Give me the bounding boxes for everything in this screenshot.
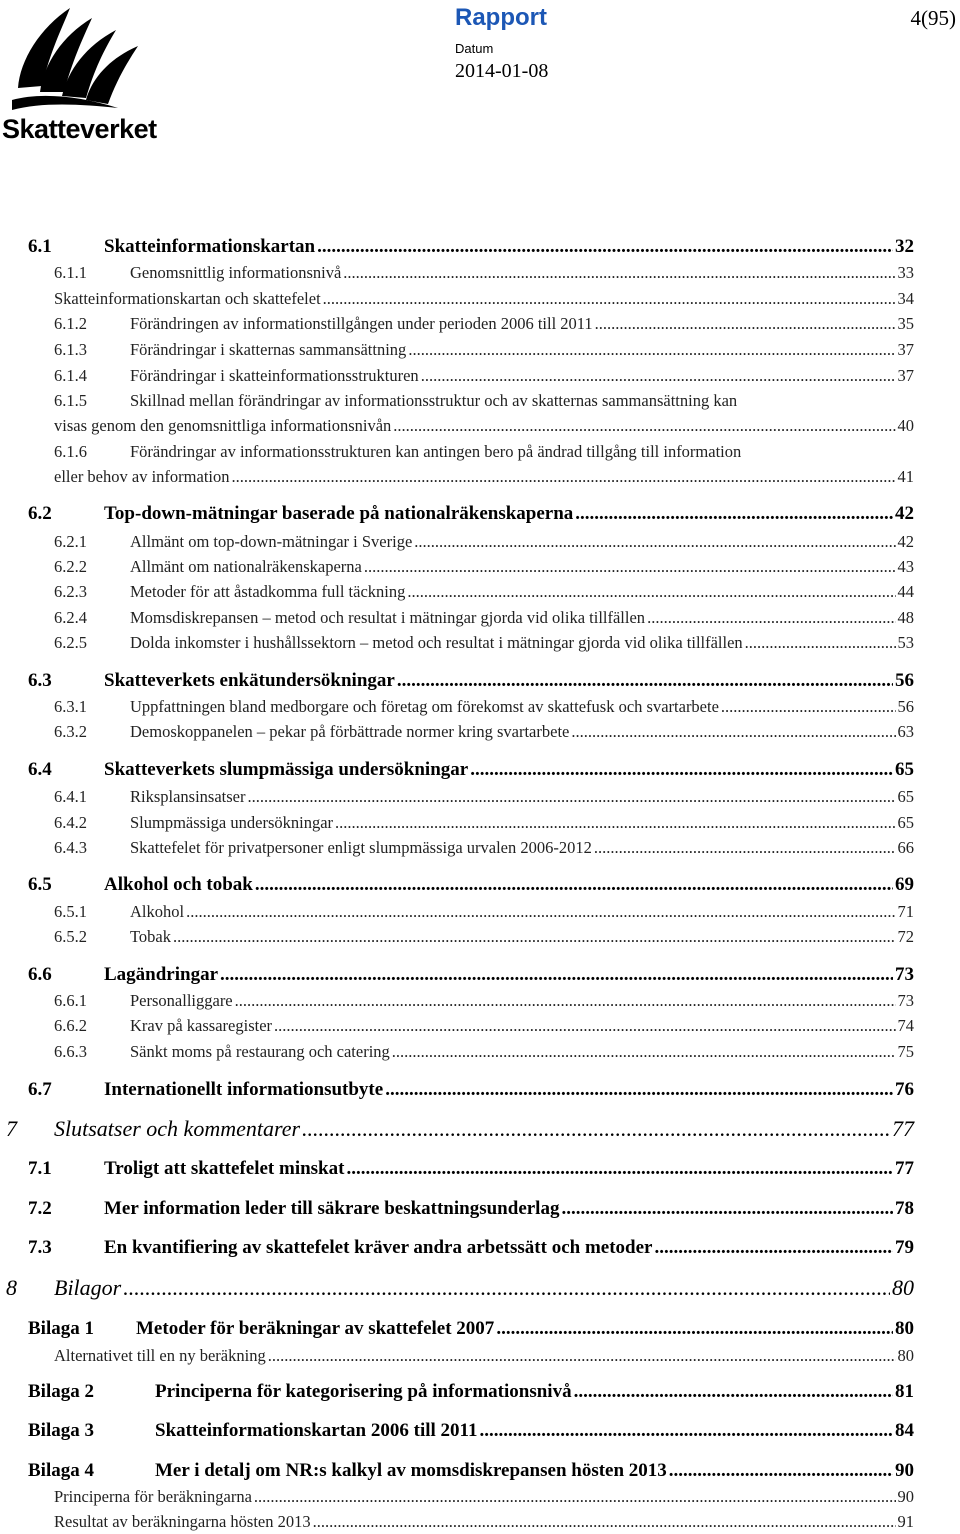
toc-title: Förändringar i skatteinformationsstrukturen [130,366,419,385]
toc-title: Slutsatser och kommentarer [54,1116,301,1141]
toc-page: 53 [897,633,914,652]
leader-dots [235,991,896,1011]
toc-number: 6.6.3 [54,1042,87,1061]
leader-dots [173,927,895,947]
toc-number: 6.5.2 [54,927,87,946]
toc-entry[interactable] [54,1346,914,1366]
toc-page: 43 [897,557,914,576]
leader-dots [574,1381,893,1403]
leader-dots [408,340,895,360]
toc-appendix[interactable] [28,1381,914,1403]
toc-page: 73 [895,964,914,985]
toc-page: 72 [897,927,914,946]
toc-page: 35 [897,314,914,333]
toc-entry[interactable] [54,633,914,653]
leader-dots [393,416,895,436]
toc-title-cont: visas genom den genomsnittliga informationsnivån [54,416,392,435]
toc-entry[interactable] [54,813,914,833]
toc-title: Alternativet till en ny beräkning [54,1346,266,1365]
leader-dots [248,787,896,807]
toc-number: 6.5 [28,874,52,895]
leader-dots [274,1016,895,1036]
toc-title: Skatteinformationskartan och skattefelet [54,289,321,308]
toc-page: 76 [895,1079,914,1100]
toc-title: Demoskoppanelen – pekar på förbättrade normer kring svartarbete [130,722,570,741]
toc-number: 7.2 [28,1198,52,1219]
toc-number: 6.1.4 [54,366,87,385]
toc-title-cont: eller behov av information [54,467,230,486]
toc-entry-line1[interactable] [54,391,737,411]
toc-chapter[interactable] [6,1116,914,1142]
leader-dots [421,366,896,386]
toc-entry[interactable] [28,1079,914,1101]
toc-entry[interactable] [28,874,914,896]
toc-entry[interactable] [54,838,914,858]
toc-entry[interactable] [54,697,914,717]
toc-entry[interactable] [54,532,914,552]
toc-page: 65 [895,759,914,780]
toc-number: 8 [6,1275,17,1300]
toc-page: 66 [897,838,914,857]
leader-dots [220,964,893,986]
toc-entry[interactable] [28,503,914,525]
toc-title: Principerna för kategorisering på informationsnivå [155,1381,572,1402]
leader-dots [364,557,896,577]
leader-dots [323,289,896,309]
toc-page: 77 [895,1158,914,1179]
toc-appendix[interactable] [28,1460,914,1482]
toc-title: Metoder för beräkningar av skattefelet 2007 [136,1318,495,1339]
toc-title: En kvantifiering av skattefelet kräver andra arbetssätt och metoder [104,1237,653,1258]
toc-title: Top-down-mätningar baserade på nationalräkenskaperna [104,503,574,524]
leader-dots [721,697,896,717]
toc-entry[interactable] [54,263,914,283]
toc-entry[interactable] [28,1158,914,1180]
toc-page: 32 [895,236,914,257]
toc-entry[interactable] [54,582,914,602]
toc-entry[interactable] [54,1512,914,1532]
toc-title: Internationellt informationsutbyte [104,1079,384,1100]
toc-page: 80 [895,1318,914,1339]
toc-title: Personalliggare [130,991,233,1010]
toc-entry[interactable] [54,1487,914,1507]
toc-title: Förändringar av informationsstrukturen kan antingen bero på ändrad tillgång till information [130,442,742,461]
toc-title: Lagändringar [104,964,219,985]
toc-title: Tobak [130,927,172,946]
toc-page: 65 [897,787,914,806]
toc-entry-line2[interactable] [54,416,914,436]
toc-title: Förändringar i skatternas sammansättning [130,340,407,359]
toc-title: Metoder för att åstadkomma full täckning [130,582,406,601]
toc-number: 6.2.2 [54,557,87,576]
leader-dots [255,874,893,896]
toc-title: Alkohol och tobak [104,874,253,895]
toc-entry-line1[interactable] [54,442,741,462]
leader-dots [186,902,895,922]
toc-page: 90 [897,1487,914,1506]
toc-number: 6.1 [28,236,52,257]
toc-number: 6.2.5 [54,633,87,652]
toc-title: Resultat av beräkningarna hösten 2013 [54,1512,311,1531]
toc-title: Skatteverkets slumpmässiga undersökningar [104,759,469,780]
toc-page: 34 [897,289,914,308]
toc-entry[interactable] [54,991,914,1011]
report-date: 2014-01-08 [455,60,549,82]
leader-dots [335,813,895,833]
toc-title: Mer information leder till säkrare beskattningsunderlag [104,1198,560,1219]
toc-number: 6.6 [28,964,52,985]
leader-dots [496,1318,893,1340]
toc-entry[interactable] [54,1016,914,1036]
toc-page: 56 [897,697,914,716]
toc-entry[interactable] [54,1042,914,1062]
leader-dots [123,1275,890,1301]
toc-number: 6.5.1 [54,902,87,921]
toc-page: 79 [895,1237,914,1258]
toc-number: 6.1.3 [54,340,87,359]
toc-number: Bilaga 2 [28,1381,94,1402]
toc-page: 84 [895,1420,914,1441]
toc-number: 6.3 [28,670,52,691]
toc-number: 6.1.1 [54,263,87,282]
toc-number: 6.1.5 [54,391,87,410]
leader-dots [313,1512,896,1532]
toc-page: 48 [897,608,914,627]
toc-number: 6.2 [28,503,52,524]
leader-dots [343,263,895,283]
leader-dots [571,722,895,742]
toc-title: Skatteverkets enkätundersökningar [104,670,395,691]
toc-entry[interactable] [28,1237,914,1259]
toc-number: 6.4.3 [54,838,87,857]
toc-number: Bilaga 1 [28,1318,94,1339]
leader-dots [647,608,895,628]
toc-page: 37 [897,340,914,359]
leader-dots [654,1237,893,1259]
toc-title: Krav på kassaregister [130,1016,273,1035]
toc-page: 73 [897,991,914,1010]
toc-title: Skatteinformationskartan 2006 till 2011 [155,1420,478,1441]
toc-title: Mer i detalj om NR:s kalkyl av momsdiskrepansen hösten 2013 [155,1460,667,1481]
toc-title: Bilagor [54,1275,122,1300]
leader-dots [669,1460,893,1482]
leader-dots [595,314,896,334]
toc-title: Troligt att skattefelet minskat [104,1158,345,1179]
leader-dots [254,1487,896,1507]
leader-dots [231,467,895,487]
toc-page: 33 [897,263,914,282]
leader-dots [594,838,896,858]
toc-number: 6.2.4 [54,608,87,627]
toc-title: Momsdiskrepansen – metod och resultat i mätningar gjorda vid olika tillfällen [130,608,646,627]
toc-page: 42 [897,532,914,551]
toc-page: 42 [895,503,914,524]
leader-dots [317,236,893,258]
toc-entry-line2[interactable] [54,467,914,487]
toc-number: 6.4 [28,759,52,780]
toc-page: 77 [892,1116,914,1141]
toc-number: 6.3.2 [54,722,87,741]
date-label: Datum [455,41,494,56]
toc-entry[interactable] [54,340,914,360]
toc-number: 6.2.1 [54,532,87,551]
toc-entry[interactable] [28,1198,914,1220]
toc-number: 6.1.6 [54,442,87,461]
toc-title: Skillnad mellan förändringar av informationsstruktur och av skatternas sammansättning kan [130,391,738,410]
leader-dots [575,503,893,525]
toc-page: 81 [895,1381,914,1402]
toc-title: Alkohol [130,902,185,921]
leader-dots [302,1116,890,1142]
toc-page: 78 [895,1198,914,1219]
toc-title: Dolda inkomster i hushållssektorn – metod och resultat i mätningar gjorda vid olika tillfällen [130,633,743,652]
toc-number: 6.1.2 [54,314,87,333]
toc-number: 6.4.1 [54,787,87,806]
toc-number: 6.3.1 [54,697,87,716]
leader-dots [385,1079,893,1101]
toc-page: 75 [897,1042,914,1061]
toc-title: Genomsnittlig informationsnivå [130,263,342,282]
leader-dots [407,582,895,602]
leader-dots [479,1420,893,1442]
leader-dots [745,633,896,653]
toc-page: 41 [897,467,914,486]
toc-number: 7.3 [28,1237,52,1258]
leader-dots [397,670,893,692]
toc-entry[interactable] [28,759,914,781]
leader-dots [392,1042,896,1062]
toc-entry[interactable] [54,927,914,947]
toc-title: Förändringen av informationstillgången under perioden 2006 till 2011 [130,314,593,333]
toc-entry[interactable] [28,964,914,986]
toc-appendix[interactable] [28,1420,914,1442]
toc-number: 6.2.3 [54,582,87,601]
toc-chapter[interactable] [6,1275,914,1301]
toc-page: 71 [897,902,914,921]
toc-title: Skattefelet för privatpersoner enligt slumpmässiga urvalen 2006-2012 [130,838,592,857]
toc-entry[interactable] [28,670,914,692]
leader-dots [561,1198,893,1220]
toc-number: 7 [6,1116,17,1141]
toc-entry[interactable] [54,902,914,922]
leader-dots [414,532,895,552]
toc-page: 91 [897,1512,914,1531]
toc-page: 74 [897,1016,914,1035]
toc-page: 37 [897,366,914,385]
toc-title: Allmänt om nationalräkenskaperna [130,557,362,576]
toc-title: Allmänt om top-down-mätningar i Sverige [130,532,413,551]
leader-dots [470,759,893,781]
leader-dots [346,1158,893,1180]
toc-entry[interactable] [54,608,914,628]
toc-page: 80 [897,1346,914,1365]
toc-number: 7.1 [28,1158,52,1179]
toc-title: Skatteinformationskartan [104,236,316,257]
toc-title: Uppfattningen bland medborgare och företag om förekomst av skattefusk och svartarbete [130,697,719,716]
toc-page: 56 [895,670,914,691]
toc-page: 63 [897,722,914,741]
toc-entry[interactable] [54,314,914,334]
toc-entry[interactable] [54,722,914,742]
logo-wordmark: Skatteverket [2,114,157,144]
toc-entry[interactable] [54,289,914,309]
toc-entry[interactable] [28,236,914,258]
toc-title: Principerna för beräkningarna [54,1487,252,1506]
toc-number: 6.6.1 [54,991,87,1010]
toc-number: 6.4.2 [54,813,87,832]
report-title: Rapport [455,4,547,31]
toc-number: 6.6.2 [54,1016,87,1035]
toc-entry[interactable] [54,366,914,386]
toc-appendix[interactable] [28,1318,914,1340]
toc-page: 40 [897,416,914,435]
toc-number: 6.7 [28,1079,52,1100]
toc-page: 69 [895,874,914,895]
toc-page: 44 [897,582,914,601]
toc-number: Bilaga 4 [28,1460,94,1481]
toc-title: Slumpmässiga undersökningar [130,813,334,832]
toc-page: 80 [892,1275,914,1300]
page-number: 4(95) [910,6,956,30]
toc-title: Riksplansinsatser [130,787,246,806]
leader-dots [268,1346,896,1366]
toc-entry[interactable] [54,787,914,807]
toc-page: 90 [895,1460,914,1481]
toc-number: Bilaga 3 [28,1420,94,1441]
toc-title: Sänkt moms på restaurang och catering [130,1042,390,1061]
toc-entry[interactable] [54,557,914,577]
toc-page: 65 [897,813,914,832]
